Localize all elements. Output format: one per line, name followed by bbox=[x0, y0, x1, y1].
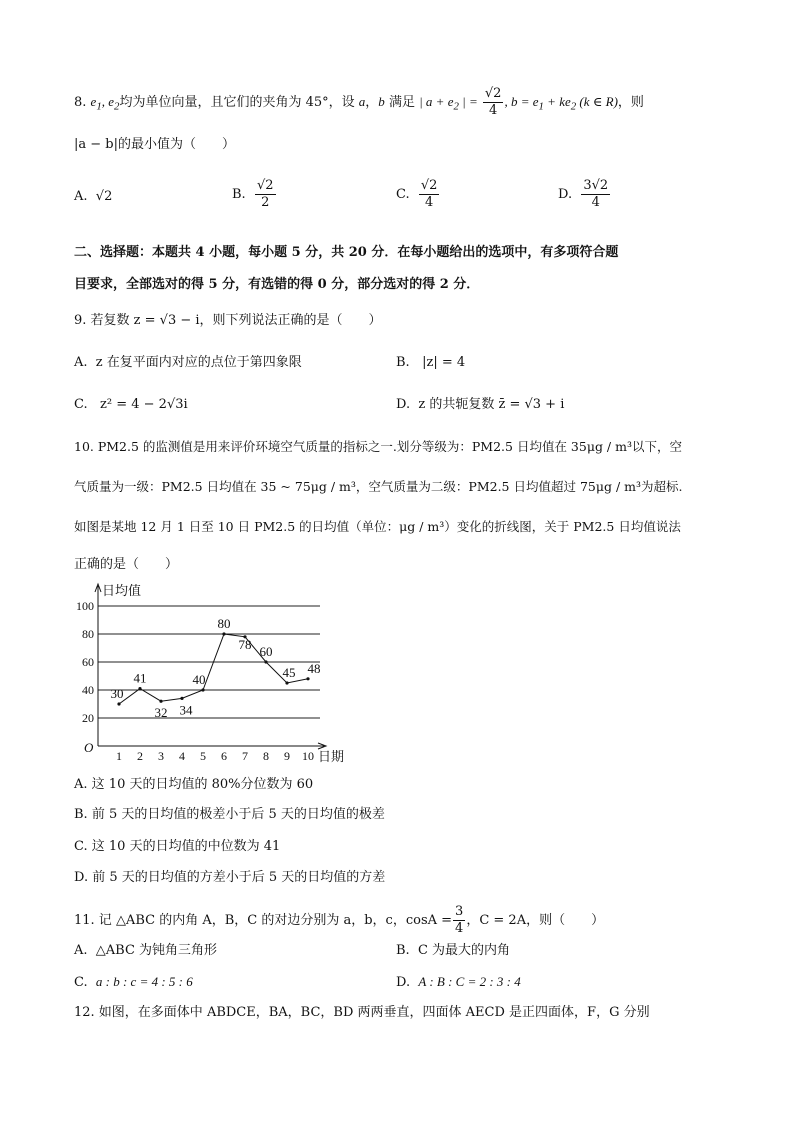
data-label: 32 bbox=[154, 705, 168, 721]
x-tick-label: 2 bbox=[137, 749, 143, 763]
q8-condition-2: , $b = e_1 + ke_2$ (k ∈ R) bbox=[504, 94, 618, 113]
data-point bbox=[222, 632, 225, 635]
data-point bbox=[201, 688, 204, 691]
x-tick-label: 10 bbox=[302, 749, 314, 763]
q9-stem: 9. 若复数 z = √3 − i，则下列说法正确的是（ ） bbox=[74, 313, 382, 328]
q8-vec-a: a bbox=[358, 94, 366, 109]
data-point bbox=[138, 687, 141, 690]
q10-line1: 10. PM2.5 的监测值是用来评价环境空气质量的指标之一.划分等级为：PM2.5 日均值在 35μg / m³以下，空 bbox=[74, 439, 682, 454]
x-tick-label: 5 bbox=[200, 749, 206, 763]
q10-option-c[interactable]: C. 这 10 天的日均值的中位数为 41 bbox=[74, 839, 281, 854]
data-label: 40 bbox=[192, 672, 206, 687]
x-tick-label: 6 bbox=[221, 749, 227, 763]
q8-option-c[interactable]: C. $\frac{√2}{4}$ bbox=[396, 178, 438, 210]
q10-option-d[interactable]: D. 前 5 天的日均值的方差小于后 5 天的日均值的方差 bbox=[74, 870, 386, 885]
q11-stem: 11. 记 △ABC 的内角 A，B，C 的对边分别为 a，b，c，cosA = $\frac{3}{4}$ ，C = 2A，则（ ） bbox=[74, 904, 605, 936]
q10-line2: 气质量为一级：PM2.5 日均值在 35 ~ 75μg / m³，空气质量为二级：PM2.5 日均值超过 75μg / m³为超标. bbox=[74, 479, 683, 494]
q9-option-b[interactable]: B. |z| = 4 bbox=[396, 355, 466, 370]
y-tick-label: 100 bbox=[76, 599, 94, 613]
q8-text-c: 满足 bbox=[388, 95, 415, 110]
data-label: 30 bbox=[110, 686, 124, 701]
q8-vectors-e: $e_1$, $e_2$ bbox=[90, 94, 120, 113]
q9-option-d[interactable]: D. z 的共轭复数 z̄ = √3 + i bbox=[396, 397, 565, 412]
q10-option-a[interactable]: A. 这 10 天的日均值的 80%分位数为 60 bbox=[74, 777, 314, 792]
data-label: 60 bbox=[259, 644, 273, 659]
q11-option-a[interactable]: A. △ABC 为钝角三角形 bbox=[74, 943, 218, 958]
x-axis-title: 日期 bbox=[318, 749, 345, 764]
series-line bbox=[119, 634, 308, 704]
q8-text-d: ，则 bbox=[617, 95, 644, 110]
q11-option-c[interactable]: C. a : b : c = 4 : 5 : 6 bbox=[74, 974, 193, 990]
x-tick-label: 3 bbox=[158, 749, 164, 763]
data-label: 41 bbox=[133, 670, 147, 686]
x-tick-label: 1 bbox=[116, 749, 122, 763]
q8-frac: $\frac{√2}{4}$ bbox=[484, 86, 502, 118]
data-point bbox=[306, 677, 309, 680]
q8-line2: |a − b|的最小值为（ ） bbox=[74, 137, 235, 152]
q8-condition-1: | $a + e_2$ | = bbox=[419, 94, 478, 113]
data-point bbox=[117, 702, 120, 705]
q12-stem: 12. 如图，在多面体中 ABDCE，BA，BC，BD 两两垂直，四面体 AECD 是正四面体，F，G 分别 bbox=[74, 1005, 650, 1020]
y-tick-label: 60 bbox=[82, 655, 94, 669]
data-label: 48 bbox=[307, 660, 321, 676]
data-label: 80 bbox=[217, 616, 231, 631]
q8-stem: 8. $e_1$, $e_2$均为单位向量，且它们的夹角为 45°，设 a，b 满足 | $a + e_2$ | = $\frac{√2}{4}$ , $b = e_1 + ke_2$ (k ∈ R)，则 bbox=[74, 86, 644, 118]
data-label: 34 bbox=[179, 702, 193, 718]
data-point bbox=[159, 700, 162, 703]
y-axis-title: 日均值 bbox=[102, 583, 142, 598]
q10-line4: 正确的是（ ） bbox=[74, 557, 179, 572]
q8-option-b[interactable]: B. $\frac{√2}{2}$ bbox=[232, 178, 274, 210]
q9-option-c[interactable]: C. z² = 4 − 2√3i bbox=[74, 397, 188, 412]
q8-option-a[interactable]: A. √2 bbox=[74, 189, 113, 204]
data-label: 78 bbox=[238, 636, 252, 652]
data-label: 45 bbox=[282, 665, 296, 680]
data-point bbox=[285, 681, 288, 684]
q8-vec-b: b bbox=[378, 94, 385, 109]
q8-option-d[interactable]: D. $\frac{3√2}{4}$ bbox=[558, 178, 609, 210]
x-tick-label: 9 bbox=[284, 749, 290, 763]
section2-line1: 二、选择题：本题共 4 小题，每小题 5 分，共 20 分．在每小题给出的选项中，有多项符合题 bbox=[74, 245, 619, 260]
q11-option-d[interactable]: D. A : B : C = 2 : 3 : 4 bbox=[396, 974, 521, 990]
origin-label: O bbox=[84, 740, 94, 755]
data-point bbox=[180, 697, 183, 700]
y-tick-label: 20 bbox=[82, 711, 94, 725]
section2-line2: 目要求，全部选对的得 5 分，有选错的得 0 分，部分选对的得 2 分． bbox=[74, 277, 480, 292]
q11-option-b[interactable]: B. C 为最大的内角 bbox=[396, 943, 511, 958]
x-tick-label: 4 bbox=[179, 749, 185, 763]
pm25-line-chart bbox=[60, 578, 360, 768]
y-tick-label: 80 bbox=[82, 627, 94, 641]
x-tick-label: 7 bbox=[242, 749, 248, 763]
q10-option-b[interactable]: B. 前 5 天的日均值的极差小于后 5 天的日均值的极差 bbox=[74, 807, 385, 822]
q10-line3: 如图是某地 12 月 1 日至 10 日 PM2.5 的日均值（单位：μg / m³）变化的折线图，关于 PM2.5 日均值说法 bbox=[74, 519, 681, 534]
q9-option-a[interactable]: A. z 在复平面内对应的点位于第四象限 bbox=[74, 355, 302, 370]
q8-text-b: 均为单位向量，且它们的夹角为 45°，设 bbox=[119, 95, 355, 110]
x-tick-label: 8 bbox=[263, 749, 269, 763]
q8-number: 8. bbox=[74, 95, 87, 110]
data-point bbox=[264, 660, 267, 663]
y-tick-label: 40 bbox=[82, 683, 94, 697]
